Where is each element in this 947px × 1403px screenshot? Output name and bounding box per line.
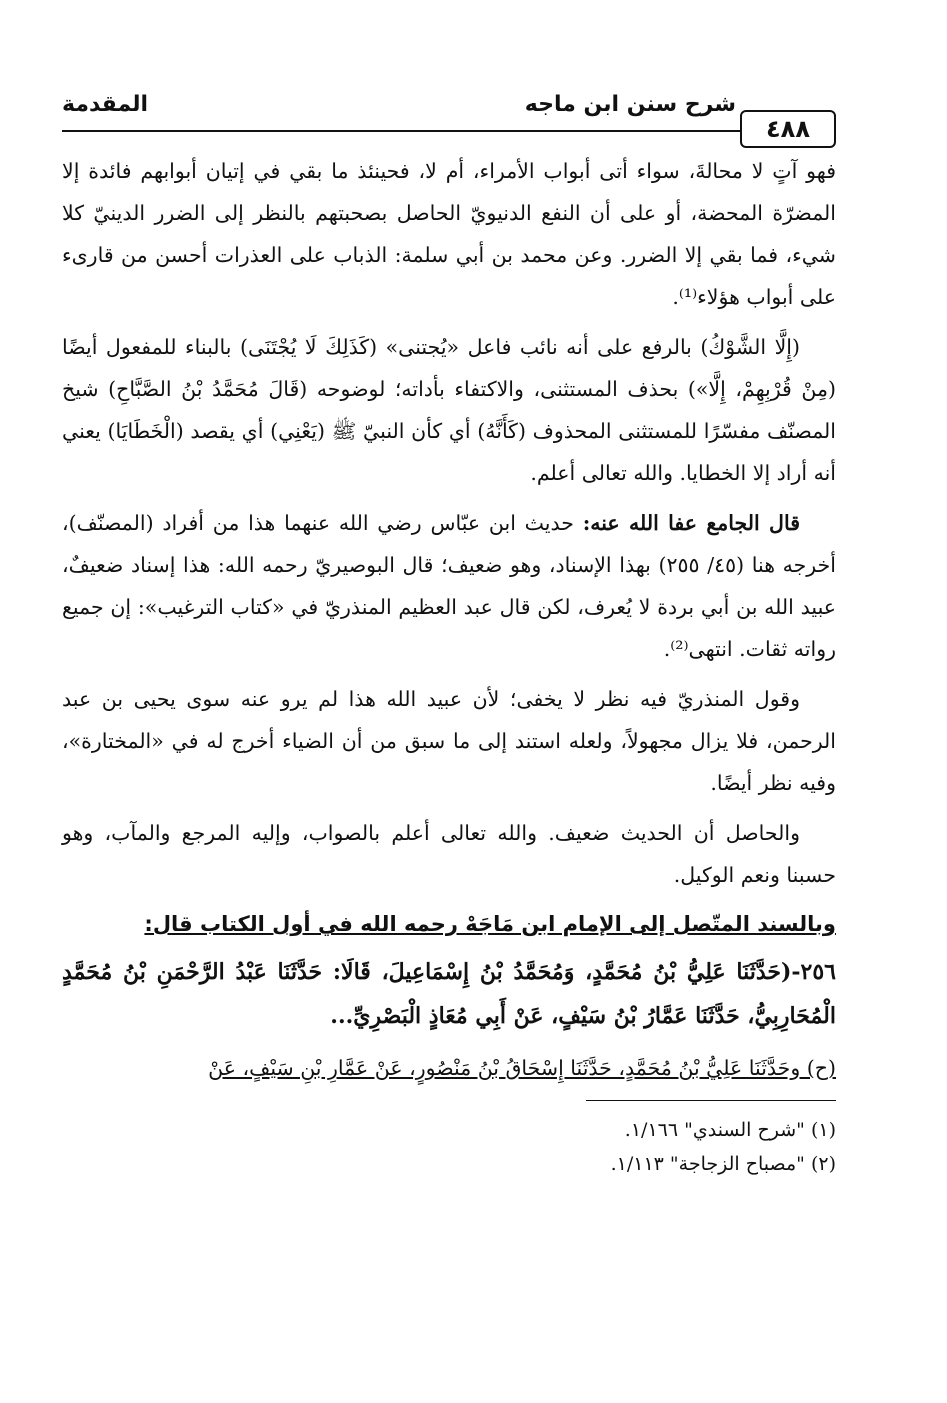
chapter-title: المقدمة <box>62 92 149 117</box>
paragraph-4: وقول المنذريّ فيه نظر لا يخفى؛ لأن عبيد الله هذا لم يرو عنه سوى يحيى بن عبد الرحمن، فلا يزال مجهولاً، ولعله استند إلى ما سبق من أن الضياء أخرج له في «المختارة»، وفيه نظر أيضًا. <box>62 687 836 795</box>
footnote-1: (١) "شرح السندي" ١/١٦٦. <box>624 1119 836 1141</box>
book-title: شرح سنن ابن ماجه <box>524 92 736 117</box>
document-page <box>62 80 836 1340</box>
paragraph-3 <box>62 502 836 670</box>
paragraph-3-text: حديث ابن عبّاس رضي الله عنهما هذا من أفراد (المصنّف)، أخرجه هنا (٤٥/ ٢٥٥) بهذا الإسناد، وهو ضعيف؛ قال البوصيريّ رحمه الله: هذا إسناد ضعيفٌ، عبيد الله بن أبي بردة لا يُعرف، لكن قال عبد العظيم المنذريّ في «كتاب الترغيب»: إن جميع رواته ثقات. انتهى⁽²⁾. <box>62 511 836 661</box>
body-text <box>62 150 836 1090</box>
paragraph-3-lead: قال الجامع عفا الله عنه: <box>582 511 800 535</box>
page-number: ٤٨٨ <box>740 110 836 148</box>
paragraph-1: فهو آتٍ لا محالةَ، سواء أتى أبواب الأمراء، أم لا، فحينئذ ما بقي في إتيان أبوابهم فائدة إلا المضرّة المحضة، أو على أن النفع الدنيويّ الحاصل بصحبتهم بالنظر إلى الضرر الدينيّ كلا شيء، فما بقي إلا الضرر. وعن محمد بن أبي سلمة: الذباب على العذرات أحسن من قارىء على أبواب هؤلاء⁽¹⁾. <box>62 159 836 309</box>
footnote-2: (٢) "مصباح الزجاجة" ١/١١٣. <box>610 1153 836 1175</box>
hadith-continuation-text: (ح) وحَدَّثَنَا عَلِيُّ بْنُ مُحَمَّدٍ، حَدَّثَنَا إِسْحَاقُ بْنُ مَنْصُورٍ، عَنْ عَمَّارِ بْنِ سَيْفٍ، عَنْ <box>208 1056 836 1080</box>
footnote-rule <box>586 1100 836 1101</box>
section-heading: وبالسند المتّصل إلى الإمام ابن مَاجَهْ رحمه الله في أول الكتاب قال: <box>144 912 836 936</box>
footnotes <box>62 1113 836 1181</box>
paragraph-2: (إِلَّا الشَّوْكُ) بالرفع على أنه نائب فاعل «يُجتنى» (كَذَلِكَ لَا يُجْتَنَى) بالبناء للمفعول أيضًا (مِنْ قُرْبِهِمْ، إِلَّا») بحذف المستثنى، والاكتفاء بأداته؛ لوضوحه (قَالَ مُحَمَّدُ بْنُ الصَّبَّاحِ) شيخ المصنّف مفسّرًا للمستثنى المحذوف (كَأَنَّهُ) أي كأن النبيّ ﷺ (يَعْنِي) أي يقصد (الْخَطَايَا) يعني أنه أراد إلا الخطايا. والله تعالى أعلم. <box>62 335 836 485</box>
paragraph-5: والحاصل أن الحديث ضعيف. والله تعالى أعلم بالصواب، وإليه المرجع والمآب، وهو حسبنا ونعم الوكيل. <box>62 821 836 887</box>
hadith-continuation <box>62 1046 836 1090</box>
header-rule <box>62 130 740 132</box>
page-header <box>62 80 836 150</box>
hadith-text: ٢٥٦-(حَدَّثَنَا عَلِيُّ بْنُ مُحَمَّدٍ، وَمُحَمَّدُ بْنُ إِسْمَاعِيلَ، قَالَا: حَدَّثَنَا عَبْدُ الرَّحْمَنِ بْنُ مُحَمَّدٍ الْمُحَارِبِيُّ، حَدَّثَنَا عَمَّارُ بْنُ سَيْفٍ، عَنْ أَبِي مُعَاذٍ الْبَصْرِيِّ... <box>62 959 836 1029</box>
